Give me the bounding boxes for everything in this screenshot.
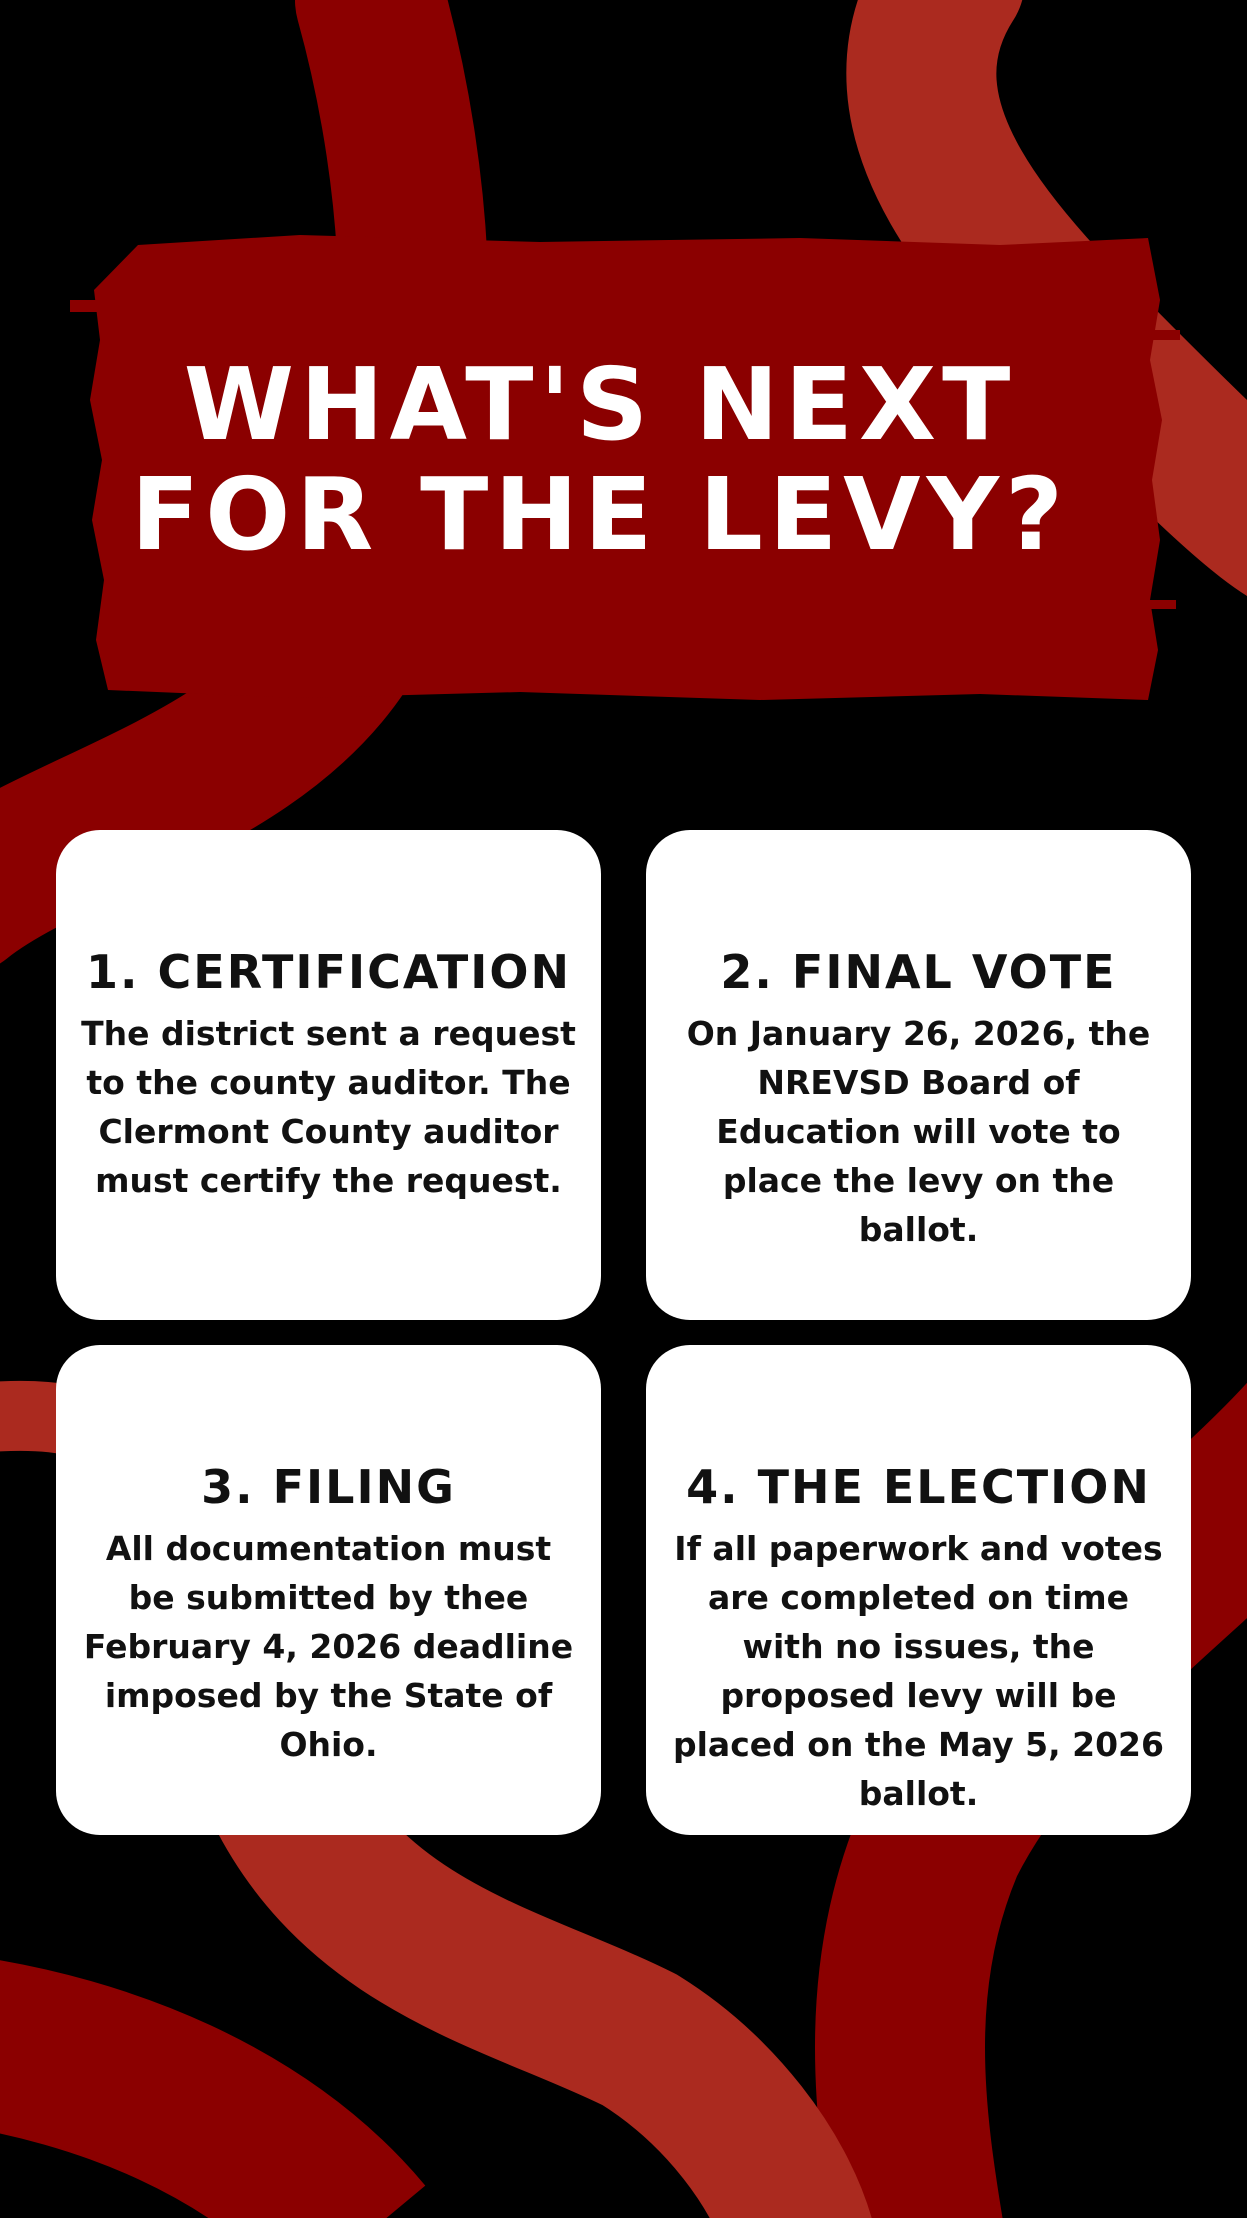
page-title-line-2: FOR THE LEVY? bbox=[130, 456, 1069, 573]
page-title-line-1: WHAT'S NEXT bbox=[183, 346, 1017, 463]
step-body: The district sent a request to the county auditor. The Clermont County auditor must certify the request. bbox=[81, 1014, 576, 1200]
brush-stroke-dark-bottom bbox=[0, 2040, 360, 2218]
step-body: On January 26, 2026, the NREVSD Board of Education will vote to place the levy on the ballot. bbox=[686, 1014, 1151, 1249]
step-heading: 2. FINAL VOTE bbox=[720, 945, 1117, 999]
banner-edge-left bbox=[70, 300, 110, 312]
step-card-certification bbox=[56, 830, 601, 1320]
step-heading: 4. THE ELECTION bbox=[686, 1460, 1151, 1514]
banner-edge-right-2 bbox=[1148, 600, 1176, 609]
step-card-election bbox=[646, 1345, 1191, 1835]
step-body: If all paperwork and votes are completed on time with no issues, the proposed levy will be placed on the May 5, 2026 ballot. bbox=[673, 1529, 1164, 1813]
step-body: All documentation must be submitted by thee February 4, 2026 deadline imposed by the State of Ohio. bbox=[83, 1529, 574, 1764]
step-card-filing bbox=[56, 1345, 601, 1835]
step-heading: 1. CERTIFICATION bbox=[86, 945, 571, 999]
step-card-final-vote bbox=[646, 830, 1191, 1320]
step-heading: 3. FILING bbox=[201, 1460, 456, 1514]
banner-edge-right bbox=[1150, 330, 1180, 340]
